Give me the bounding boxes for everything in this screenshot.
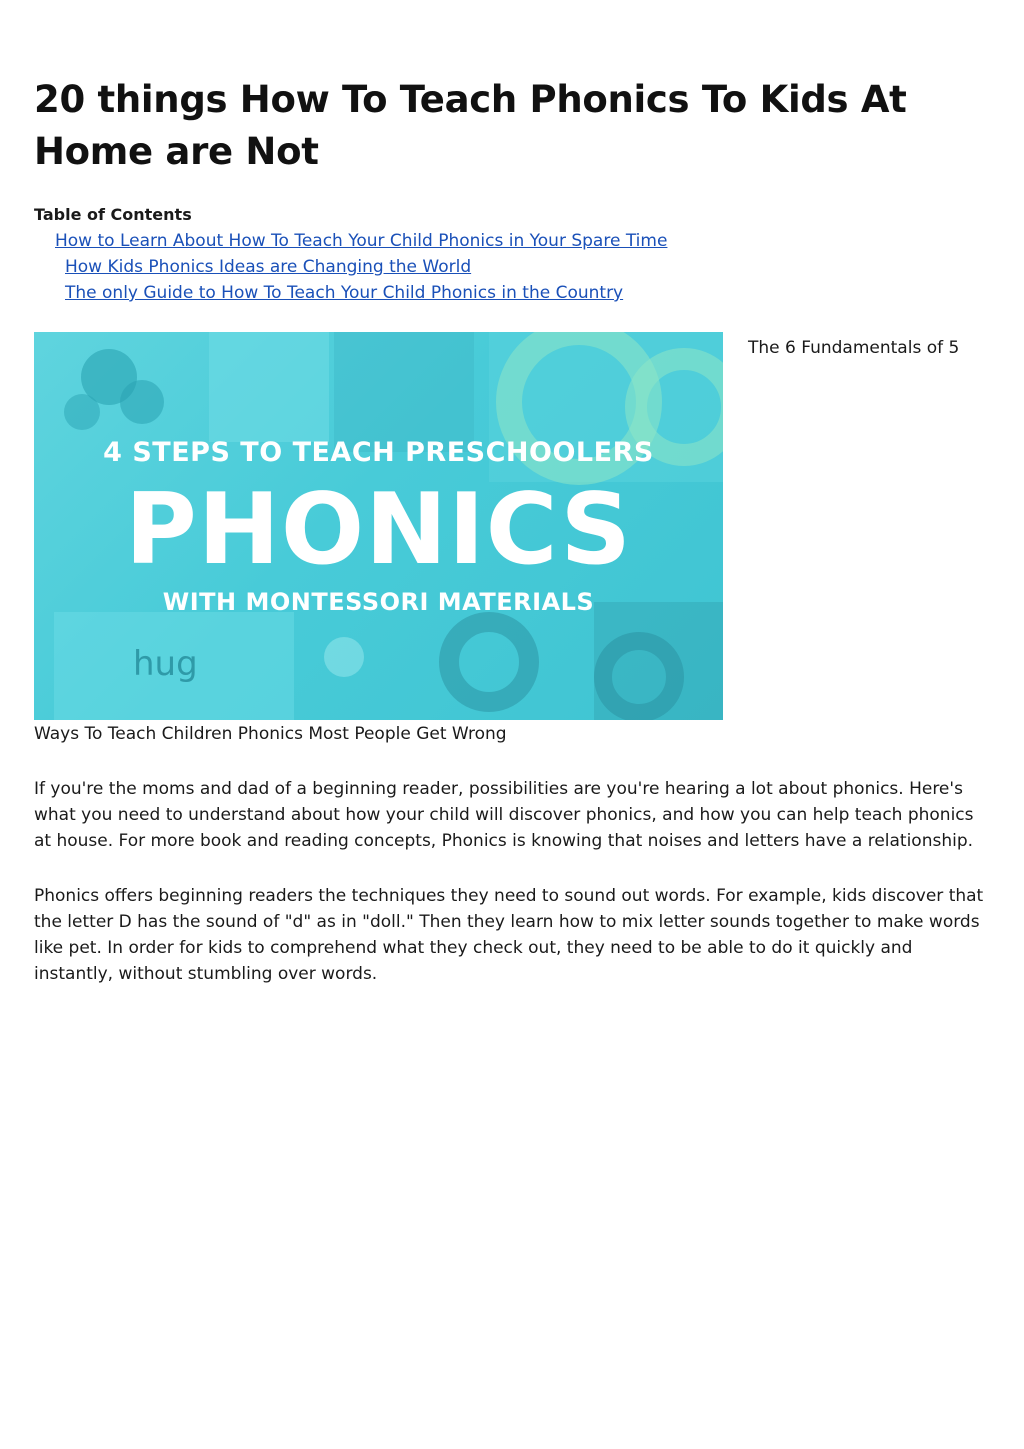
body-paragraph: Phonics offers beginning readers the techniques they need to sound out words. For example, kids discover that the letter D has the sound of "d" as in "doll." Then they learn how to mix letter sounds together to make words like pet. In order for kids to comprehend what they check out, they need to be able to do it quickly and instantly, without stumbling over words. — [34, 886, 984, 984]
hero-card-word: hug — [133, 644, 198, 684]
toc-heading: Table of Contents — [34, 205, 192, 224]
image-caption: Ways To Teach Children Phonics Most People Get Wrong — [34, 724, 507, 744]
toc-link-changing-world[interactable]: How Kids Phonics Ideas are Changing the World — [65, 257, 472, 277]
image-side-text: The 6 Fundamentals of 5 — [748, 338, 960, 358]
toc-link-only-guide[interactable]: The only Guide to How To Teach Your Child Phonics in the Country — [65, 283, 624, 303]
hero-subtitle-top: 4 STEPS TO TEACH PRESCHOOLERS — [103, 437, 654, 468]
toc-link-spare-time[interactable]: How to Learn About How To Teach Your Child Phonics in Your Spare Time — [55, 231, 668, 251]
hero-subtitle-bottom: WITH MONTESSORI MATERIALS — [162, 588, 595, 616]
body-paragraph: If you're the moms and dad of a beginning reader, possibilities are you're hearing a lot about phonics. Here's what you need to understand about how your child will discover phonics, and how you can help teach phonics at house. For more book and reading concepts, Phonics is knowing that noises and letters have a relationship. — [34, 779, 974, 851]
phonics-hero-image — [34, 332, 723, 720]
hero-main-word: PHONICS — [125, 473, 632, 587]
article-title: 20 things How To Teach Phonics To Kids At Home are Not — [34, 78, 907, 173]
